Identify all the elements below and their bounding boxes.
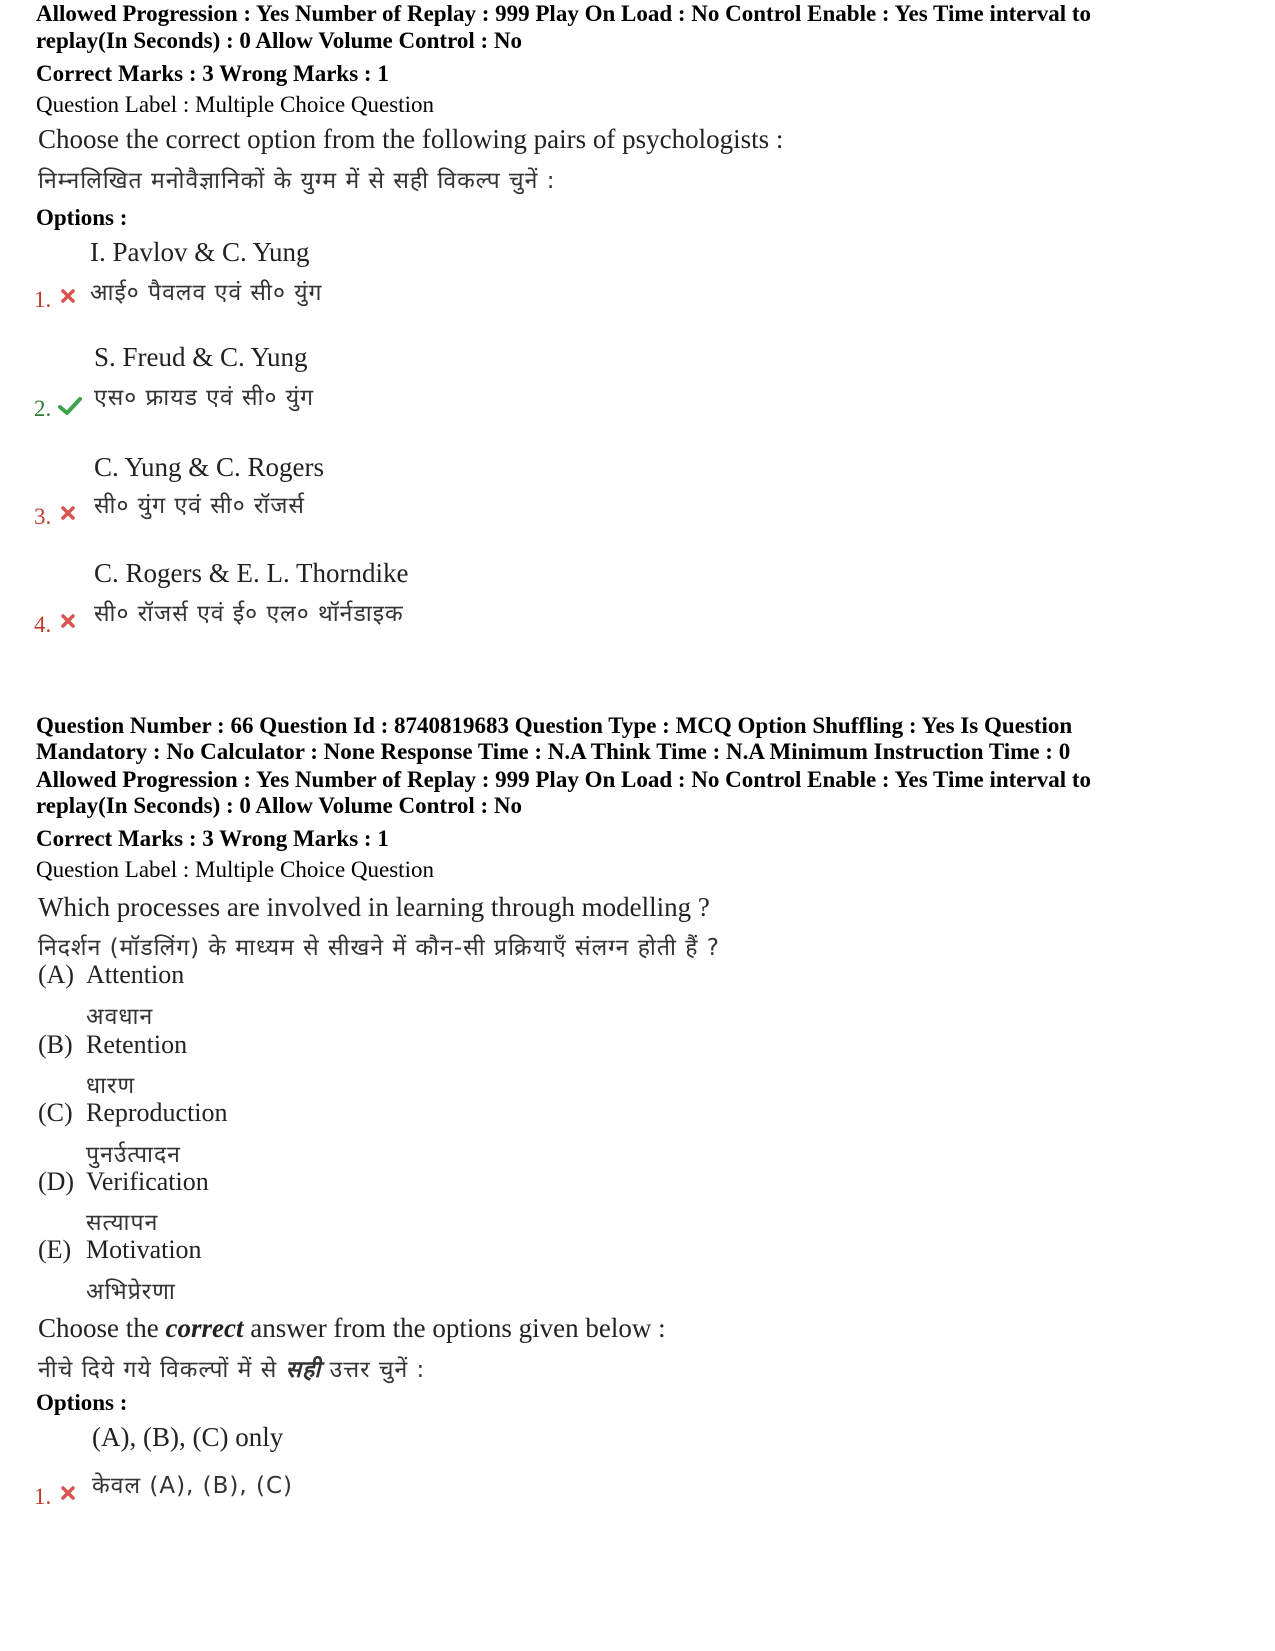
choose-instruction-hindi-emphasis: सही <box>285 1357 322 1383</box>
q65-option-4-text: C. Rogers & E. L. Thorndike <box>94 558 409 588</box>
wrong-cross-icon <box>60 613 76 629</box>
choose-instruction-post: answer from the options given below : <box>243 1313 666 1343</box>
q66-meta-line-1: Question Number : 66 Question Id : 8740819683 Question Type : MCQ Option Shuffling : Yes Is Question <box>36 713 1073 738</box>
item-a-text-hindi: अवधान <box>86 1004 154 1030</box>
q66-meta-line-2: Mandatory : No Calculator : None Response Time : N.A Think Time : N.A Minimum Instruction Time : 0 <box>36 739 1071 764</box>
wrong-cross-icon <box>60 1485 76 1501</box>
q65-meta-line-1: Allowed Progression : Yes Number of Replay : 999 Play On Load : No Control Enable : Yes Time interval to <box>36 1 1092 26</box>
q66-question-text: Which processes are involved in learning through modelling ? <box>38 892 710 922</box>
q65-option-4-number: 4. <box>34 612 52 637</box>
q65-options-heading: Options : <box>36 205 128 230</box>
item-c-letter: (C) <box>38 1098 73 1127</box>
q66-option-1-text: (A), (B), (C) only <box>92 1422 284 1452</box>
q65-option-3-number: 3. <box>34 504 52 529</box>
q65-question-text: Choose the correct option from the following pairs of psychologists : <box>38 124 784 154</box>
wrong-cross-icon <box>60 288 76 304</box>
item-a-text: Attention <box>86 960 185 989</box>
item-d-letter: (D) <box>38 1167 75 1196</box>
q65-meta-line-2: replay(In Seconds) : 0 Allow Volume Control : No <box>36 28 523 53</box>
item-c-text: Reproduction <box>86 1098 228 1127</box>
q65-question-text-hindi: निम्नलिखित मनोवैज्ञानिकों के युग्म में से सही विकल्प चुनें : <box>38 168 556 194</box>
item-d-text: Verification <box>86 1167 209 1196</box>
q65-option-2-text: S. Freud & C. Yung <box>94 342 308 372</box>
correct-check-icon <box>58 396 82 416</box>
q65-marks: Correct Marks : 3 Wrong Marks : 1 <box>36 61 389 86</box>
q66-option-1-text-hindi: केवल (A), (B), (C) <box>92 1473 294 1499</box>
item-b-text: Retention <box>86 1030 188 1059</box>
choose-instruction-emphasis: correct <box>165 1313 244 1343</box>
choose-instruction <box>38 1313 666 1344</box>
q66-options-heading: Options : <box>36 1390 128 1415</box>
item-e-text: Motivation <box>86 1235 202 1264</box>
q65-option-1-number: 1. <box>34 287 52 312</box>
item-b-text-hindi: धारण <box>86 1073 136 1099</box>
wrong-cross-icon <box>60 505 76 521</box>
q65-option-1-text: I. Pavlov & C. Yung <box>90 237 310 267</box>
q65-option-2-number: 2. <box>34 396 52 421</box>
q66-option-1-number: 1. <box>34 1484 52 1509</box>
q65-option-4-text-hindi: सी० रॉजर्स एवं ई० एल० थॉर्नडाइक <box>94 601 404 627</box>
item-a-letter: (A) <box>38 960 75 989</box>
item-b-letter: (B) <box>38 1030 73 1059</box>
item-e-text-hindi: अभिप्रेरणा <box>86 1279 176 1305</box>
q66-meta-line-4: replay(In Seconds) : 0 Allow Volume Control : No <box>36 793 523 818</box>
q65-question-label: Question Label : Multiple Choice Question <box>36 92 434 117</box>
q66-meta-line-3: Allowed Progression : Yes Number of Replay : 999 Play On Load : No Control Enable : Yes Time interval to <box>36 767 1092 792</box>
choose-instruction-hindi-pre: नीचे दिये गये विकल्पों में से <box>38 1357 286 1383</box>
choose-instruction-hindi-post: उत्तर चुनें : <box>321 1357 426 1383</box>
item-d-text-hindi: सत्यापन <box>86 1210 159 1236</box>
q65-option-3-text-hindi: सी० युंग एवं सी० रॉजर्स <box>94 493 305 519</box>
item-c-text-hindi: पुनर्उत्पादन <box>86 1142 181 1168</box>
choose-instruction-pre: Choose the <box>38 1313 166 1343</box>
q66-question-text-hindi: निदर्शन (मॉडलिंग) के माध्यम से सीखने में कौन-सी प्रक्रियाएँ संलग्न होती हैं ? <box>38 935 720 961</box>
q66-marks: Correct Marks : 3 Wrong Marks : 1 <box>36 826 389 851</box>
item-e-letter: (E) <box>38 1235 72 1264</box>
choose-instruction-hindi <box>38 1352 425 1384</box>
q65-option-2-text-hindi: एस० फ्रायड एवं सी० युंग <box>94 385 315 411</box>
q65-option-3-text: C. Yung & C. Rogers <box>94 452 325 482</box>
q65-option-1-text-hindi: आई० पैवलव एवं सी० युंग <box>90 280 323 306</box>
q66-question-label: Question Label : Multiple Choice Question <box>36 857 434 882</box>
